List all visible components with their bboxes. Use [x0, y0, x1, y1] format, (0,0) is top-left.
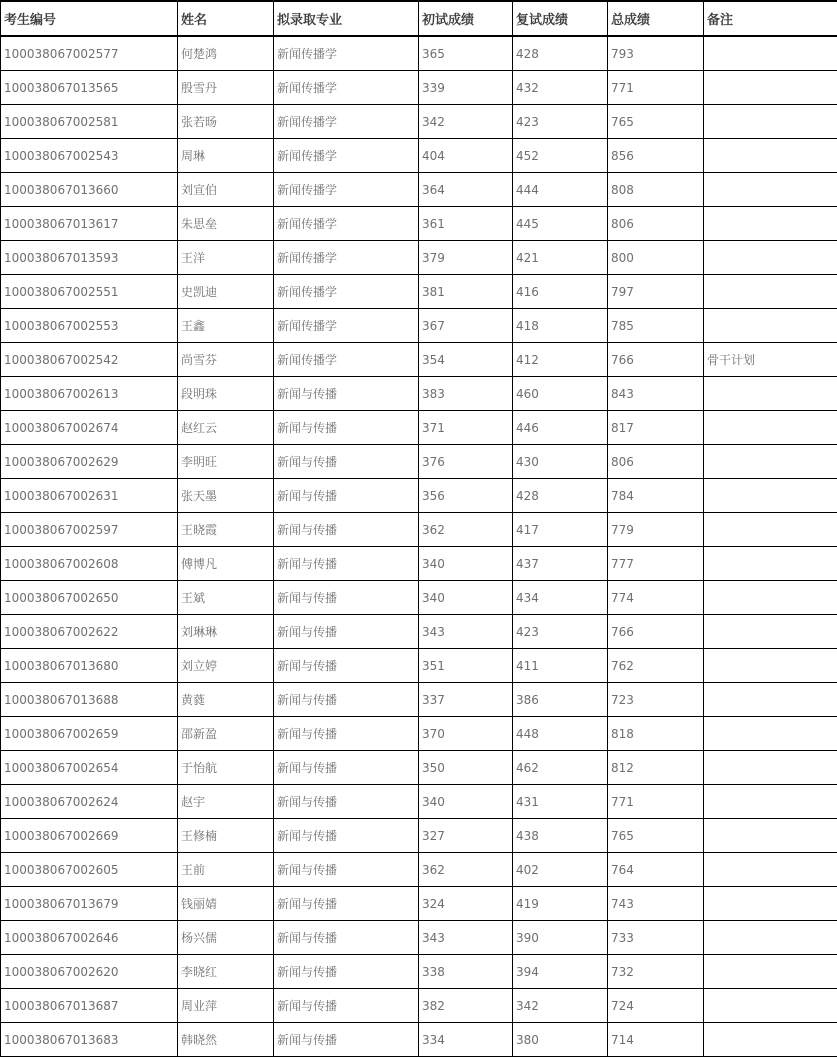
cell-candidate-id: 100038067002650	[1, 581, 178, 615]
cell-initial-exam-score: 370	[419, 717, 513, 751]
cell-remark	[704, 275, 837, 309]
cell-name: 钱丽婧	[178, 887, 274, 921]
cell-candidate-id: 100038067002551	[1, 275, 178, 309]
cell-admission-major: 新闻与传播	[274, 887, 419, 921]
cell-initial-exam-score: 376	[419, 445, 513, 479]
column-header-retest-score: 复试成绩	[513, 1, 608, 36]
cell-admission-major: 新闻传播学	[274, 309, 419, 343]
cell-candidate-id: 100038067013688	[1, 683, 178, 717]
cell-candidate-id: 100038067002622	[1, 615, 178, 649]
cell-candidate-id: 100038067013565	[1, 71, 178, 105]
cell-initial-exam-score: 381	[419, 275, 513, 309]
cell-initial-exam-score: 339	[419, 71, 513, 105]
cell-name: 李晓红	[178, 955, 274, 989]
cell-total-score: 812	[608, 751, 704, 785]
cell-candidate-id: 100038067013617	[1, 207, 178, 241]
cell-name: 黄蕤	[178, 683, 274, 717]
cell-initial-exam-score: 362	[419, 853, 513, 887]
cell-total-score: 856	[608, 139, 704, 173]
table-row	[1, 649, 837, 683]
cell-remark	[704, 853, 837, 887]
cell-name: 李明旺	[178, 445, 274, 479]
table-row	[1, 887, 837, 921]
cell-remark	[704, 785, 837, 819]
cell-retest-score: 428	[513, 36, 608, 71]
cell-name: 刘立婷	[178, 649, 274, 683]
table-row	[1, 921, 837, 955]
cell-candidate-id: 100038067002674	[1, 411, 178, 445]
table-row	[1, 819, 837, 853]
cell-name: 周琳	[178, 139, 274, 173]
cell-retest-score: 412	[513, 343, 608, 377]
column-header-name: 姓名	[178, 1, 274, 36]
cell-retest-score: 431	[513, 785, 608, 819]
table-row	[1, 581, 837, 615]
table-row	[1, 36, 837, 71]
cell-name: 张若旸	[178, 105, 274, 139]
table-row	[1, 377, 837, 411]
cell-retest-score: 437	[513, 547, 608, 581]
cell-retest-score: 394	[513, 955, 608, 989]
cell-total-score: 800	[608, 241, 704, 275]
cell-initial-exam-score: 356	[419, 479, 513, 513]
table-body	[1, 36, 837, 1057]
column-header-candidate-id: 考生编号	[1, 1, 178, 36]
cell-total-score: 843	[608, 377, 704, 411]
cell-total-score: 766	[608, 343, 704, 377]
cell-remark	[704, 819, 837, 853]
cell-remark	[704, 615, 837, 649]
table-row	[1, 139, 837, 173]
cell-remark	[704, 36, 837, 71]
cell-initial-exam-score: 354	[419, 343, 513, 377]
cell-initial-exam-score: 338	[419, 955, 513, 989]
cell-candidate-id: 100038067002654	[1, 751, 178, 785]
cell-retest-score: 423	[513, 105, 608, 139]
cell-initial-exam-score: 340	[419, 547, 513, 581]
cell-retest-score: 417	[513, 513, 608, 547]
cell-remark	[704, 479, 837, 513]
cell-remark	[704, 173, 837, 207]
cell-candidate-id: 100038067013660	[1, 173, 178, 207]
cell-total-score: 785	[608, 309, 704, 343]
cell-total-score: 774	[608, 581, 704, 615]
cell-initial-exam-score: 379	[419, 241, 513, 275]
table-row	[1, 241, 837, 275]
cell-admission-major: 新闻传播学	[274, 275, 419, 309]
cell-admission-major: 新闻与传播	[274, 581, 419, 615]
cell-remark	[704, 513, 837, 547]
cell-total-score: 779	[608, 513, 704, 547]
cell-total-score: 714	[608, 1023, 704, 1057]
cell-initial-exam-score: 342	[419, 105, 513, 139]
cell-retest-score: 416	[513, 275, 608, 309]
cell-total-score: 762	[608, 649, 704, 683]
cell-total-score: 723	[608, 683, 704, 717]
cell-name: 傅博凡	[178, 547, 274, 581]
cell-remark	[704, 309, 837, 343]
cell-total-score: 732	[608, 955, 704, 989]
table-row	[1, 683, 837, 717]
table-row	[1, 343, 837, 377]
cell-admission-major: 新闻传播学	[274, 139, 419, 173]
table-row	[1, 989, 837, 1023]
cell-remark	[704, 955, 837, 989]
cell-remark	[704, 207, 837, 241]
cell-candidate-id: 100038067002577	[1, 36, 178, 71]
cell-total-score: 777	[608, 547, 704, 581]
table-row	[1, 173, 837, 207]
cell-name: 于怡航	[178, 751, 274, 785]
cell-name: 王前	[178, 853, 274, 887]
cell-admission-major: 新闻与传播	[274, 751, 419, 785]
cell-admission-major: 新闻与传播	[274, 921, 419, 955]
cell-initial-exam-score: 404	[419, 139, 513, 173]
cell-admission-major: 新闻传播学	[274, 343, 419, 377]
cell-remark	[704, 377, 837, 411]
column-header-initial-exam-score: 初试成绩	[419, 1, 513, 36]
cell-remark	[704, 139, 837, 173]
cell-initial-exam-score: 364	[419, 173, 513, 207]
cell-retest-score: 380	[513, 1023, 608, 1057]
cell-initial-exam-score: 340	[419, 581, 513, 615]
column-header-admission-major: 拟录取专业	[274, 1, 419, 36]
cell-remark	[704, 649, 837, 683]
cell-name: 尚雪芬	[178, 343, 274, 377]
cell-retest-score: 411	[513, 649, 608, 683]
cell-admission-major: 新闻与传播	[274, 479, 419, 513]
cell-name: 刘琳琳	[178, 615, 274, 649]
table-row	[1, 479, 837, 513]
cell-admission-major: 新闻与传播	[274, 513, 419, 547]
cell-remark: 骨干计划	[704, 343, 837, 377]
cell-admission-major: 新闻与传播	[274, 989, 419, 1023]
table-row	[1, 853, 837, 887]
cell-remark	[704, 71, 837, 105]
cell-name: 殷雪丹	[178, 71, 274, 105]
cell-initial-exam-score: 327	[419, 819, 513, 853]
cell-total-score: 765	[608, 105, 704, 139]
cell-candidate-id: 100038067002605	[1, 853, 178, 887]
cell-retest-score: 428	[513, 479, 608, 513]
cell-name: 杨兴儒	[178, 921, 274, 955]
column-header-remark: 备注	[704, 1, 837, 36]
cell-admission-major: 新闻传播学	[274, 36, 419, 71]
cell-initial-exam-score: 337	[419, 683, 513, 717]
cell-admission-major: 新闻传播学	[274, 173, 419, 207]
cell-total-score: 743	[608, 887, 704, 921]
cell-initial-exam-score: 343	[419, 615, 513, 649]
cell-admission-major: 新闻与传播	[274, 785, 419, 819]
cell-remark	[704, 921, 837, 955]
cell-candidate-id: 100038067002581	[1, 105, 178, 139]
cell-candidate-id: 100038067013593	[1, 241, 178, 275]
cell-candidate-id: 100038067002613	[1, 377, 178, 411]
cell-admission-major: 新闻传播学	[274, 207, 419, 241]
cell-retest-score: 423	[513, 615, 608, 649]
cell-candidate-id: 100038067002659	[1, 717, 178, 751]
table-row	[1, 547, 837, 581]
cell-name: 王修楠	[178, 819, 274, 853]
cell-candidate-id: 100038067002542	[1, 343, 178, 377]
cell-retest-score: 421	[513, 241, 608, 275]
cell-admission-major: 新闻与传播	[274, 1023, 419, 1057]
cell-remark	[704, 1023, 837, 1057]
cell-remark	[704, 241, 837, 275]
cell-total-score: 784	[608, 479, 704, 513]
cell-name: 王鑫	[178, 309, 274, 343]
cell-retest-score: 445	[513, 207, 608, 241]
cell-admission-major: 新闻与传播	[274, 547, 419, 581]
cell-remark	[704, 751, 837, 785]
cell-initial-exam-score: 351	[419, 649, 513, 683]
cell-name: 赵宇	[178, 785, 274, 819]
cell-admission-major: 新闻与传播	[274, 649, 419, 683]
cell-total-score: 764	[608, 853, 704, 887]
table-row	[1, 751, 837, 785]
cell-retest-score: 390	[513, 921, 608, 955]
cell-total-score: 808	[608, 173, 704, 207]
cell-initial-exam-score: 343	[419, 921, 513, 955]
cell-initial-exam-score: 371	[419, 411, 513, 445]
cell-admission-major: 新闻与传播	[274, 717, 419, 751]
cell-remark	[704, 105, 837, 139]
cell-retest-score: 386	[513, 683, 608, 717]
cell-retest-score: 402	[513, 853, 608, 887]
cell-total-score: 771	[608, 71, 704, 105]
cell-remark	[704, 989, 837, 1023]
cell-initial-exam-score: 383	[419, 377, 513, 411]
table-row	[1, 71, 837, 105]
cell-total-score: 724	[608, 989, 704, 1023]
table-row	[1, 785, 837, 819]
cell-admission-major: 新闻与传播	[274, 411, 419, 445]
table-row	[1, 309, 837, 343]
cell-admission-major: 新闻与传播	[274, 955, 419, 989]
cell-name: 王斌	[178, 581, 274, 615]
cell-retest-score: 448	[513, 717, 608, 751]
table-row	[1, 1023, 837, 1057]
cell-remark	[704, 683, 837, 717]
cell-retest-score: 419	[513, 887, 608, 921]
cell-candidate-id: 100038067002608	[1, 547, 178, 581]
cell-name: 韩晓然	[178, 1023, 274, 1057]
cell-candidate-id: 100038067013687	[1, 989, 178, 1023]
cell-remark	[704, 445, 837, 479]
cell-candidate-id: 100038067002646	[1, 921, 178, 955]
cell-retest-score: 460	[513, 377, 608, 411]
cell-retest-score: 452	[513, 139, 608, 173]
cell-name: 王晓霞	[178, 513, 274, 547]
cell-remark	[704, 581, 837, 615]
cell-admission-major: 新闻传播学	[274, 241, 419, 275]
cell-initial-exam-score: 365	[419, 36, 513, 71]
cell-initial-exam-score: 324	[419, 887, 513, 921]
cell-total-score: 817	[608, 411, 704, 445]
table-row	[1, 615, 837, 649]
cell-name: 史凯迪	[178, 275, 274, 309]
cell-name: 何楚鸿	[178, 36, 274, 71]
table-row	[1, 717, 837, 751]
cell-candidate-id: 100038067002669	[1, 819, 178, 853]
cell-retest-score: 446	[513, 411, 608, 445]
cell-retest-score: 418	[513, 309, 608, 343]
cell-admission-major: 新闻与传播	[274, 683, 419, 717]
cell-remark	[704, 887, 837, 921]
cell-name: 邵新盈	[178, 717, 274, 751]
cell-admission-major: 新闻传播学	[274, 71, 419, 105]
cell-candidate-id: 100038067013680	[1, 649, 178, 683]
cell-name: 赵红云	[178, 411, 274, 445]
cell-candidate-id: 100038067002553	[1, 309, 178, 343]
cell-total-score: 733	[608, 921, 704, 955]
cell-candidate-id: 100038067002620	[1, 955, 178, 989]
cell-candidate-id: 100038067002629	[1, 445, 178, 479]
cell-initial-exam-score: 334	[419, 1023, 513, 1057]
cell-initial-exam-score: 367	[419, 309, 513, 343]
cell-name: 段明珠	[178, 377, 274, 411]
cell-candidate-id: 100038067002543	[1, 139, 178, 173]
cell-name: 王洋	[178, 241, 274, 275]
cell-candidate-id: 100038067013683	[1, 1023, 178, 1057]
cell-initial-exam-score: 362	[419, 513, 513, 547]
table-row	[1, 411, 837, 445]
table-row	[1, 275, 837, 309]
cell-retest-score: 462	[513, 751, 608, 785]
cell-candidate-id: 100038067002624	[1, 785, 178, 819]
cell-candidate-id: 100038067002631	[1, 479, 178, 513]
cell-remark	[704, 547, 837, 581]
cell-name: 朱思垒	[178, 207, 274, 241]
cell-initial-exam-score: 340	[419, 785, 513, 819]
cell-admission-major: 新闻与传播	[274, 615, 419, 649]
table-row	[1, 513, 837, 547]
cell-name: 张天墨	[178, 479, 274, 513]
cell-admission-major: 新闻与传播	[274, 377, 419, 411]
cell-name: 刘宣伯	[178, 173, 274, 207]
header-row	[1, 1, 837, 36]
cell-total-score: 806	[608, 207, 704, 241]
cell-admission-major: 新闻与传播	[274, 853, 419, 887]
cell-retest-score: 342	[513, 989, 608, 1023]
cell-total-score: 771	[608, 785, 704, 819]
cell-retest-score: 432	[513, 71, 608, 105]
cell-remark	[704, 411, 837, 445]
cell-initial-exam-score: 350	[419, 751, 513, 785]
column-header-total-score: 总成绩	[608, 1, 704, 36]
cell-retest-score: 430	[513, 445, 608, 479]
cell-admission-major: 新闻传播学	[274, 105, 419, 139]
cell-total-score: 793	[608, 36, 704, 71]
cell-initial-exam-score: 361	[419, 207, 513, 241]
table-row	[1, 105, 837, 139]
cell-total-score: 766	[608, 615, 704, 649]
cell-total-score: 806	[608, 445, 704, 479]
cell-retest-score: 444	[513, 173, 608, 207]
table-row	[1, 445, 837, 479]
cell-retest-score: 434	[513, 581, 608, 615]
cell-name: 周业萍	[178, 989, 274, 1023]
cell-total-score: 797	[608, 275, 704, 309]
cell-admission-major: 新闻与传播	[274, 819, 419, 853]
table-row	[1, 207, 837, 241]
table-row	[1, 955, 837, 989]
cell-candidate-id: 100038067013679	[1, 887, 178, 921]
cell-total-score: 765	[608, 819, 704, 853]
cell-admission-major: 新闻与传播	[274, 445, 419, 479]
cell-candidate-id: 100038067002597	[1, 513, 178, 547]
cell-initial-exam-score: 382	[419, 989, 513, 1023]
cell-remark	[704, 717, 837, 751]
cell-total-score: 818	[608, 717, 704, 751]
cell-retest-score: 438	[513, 819, 608, 853]
